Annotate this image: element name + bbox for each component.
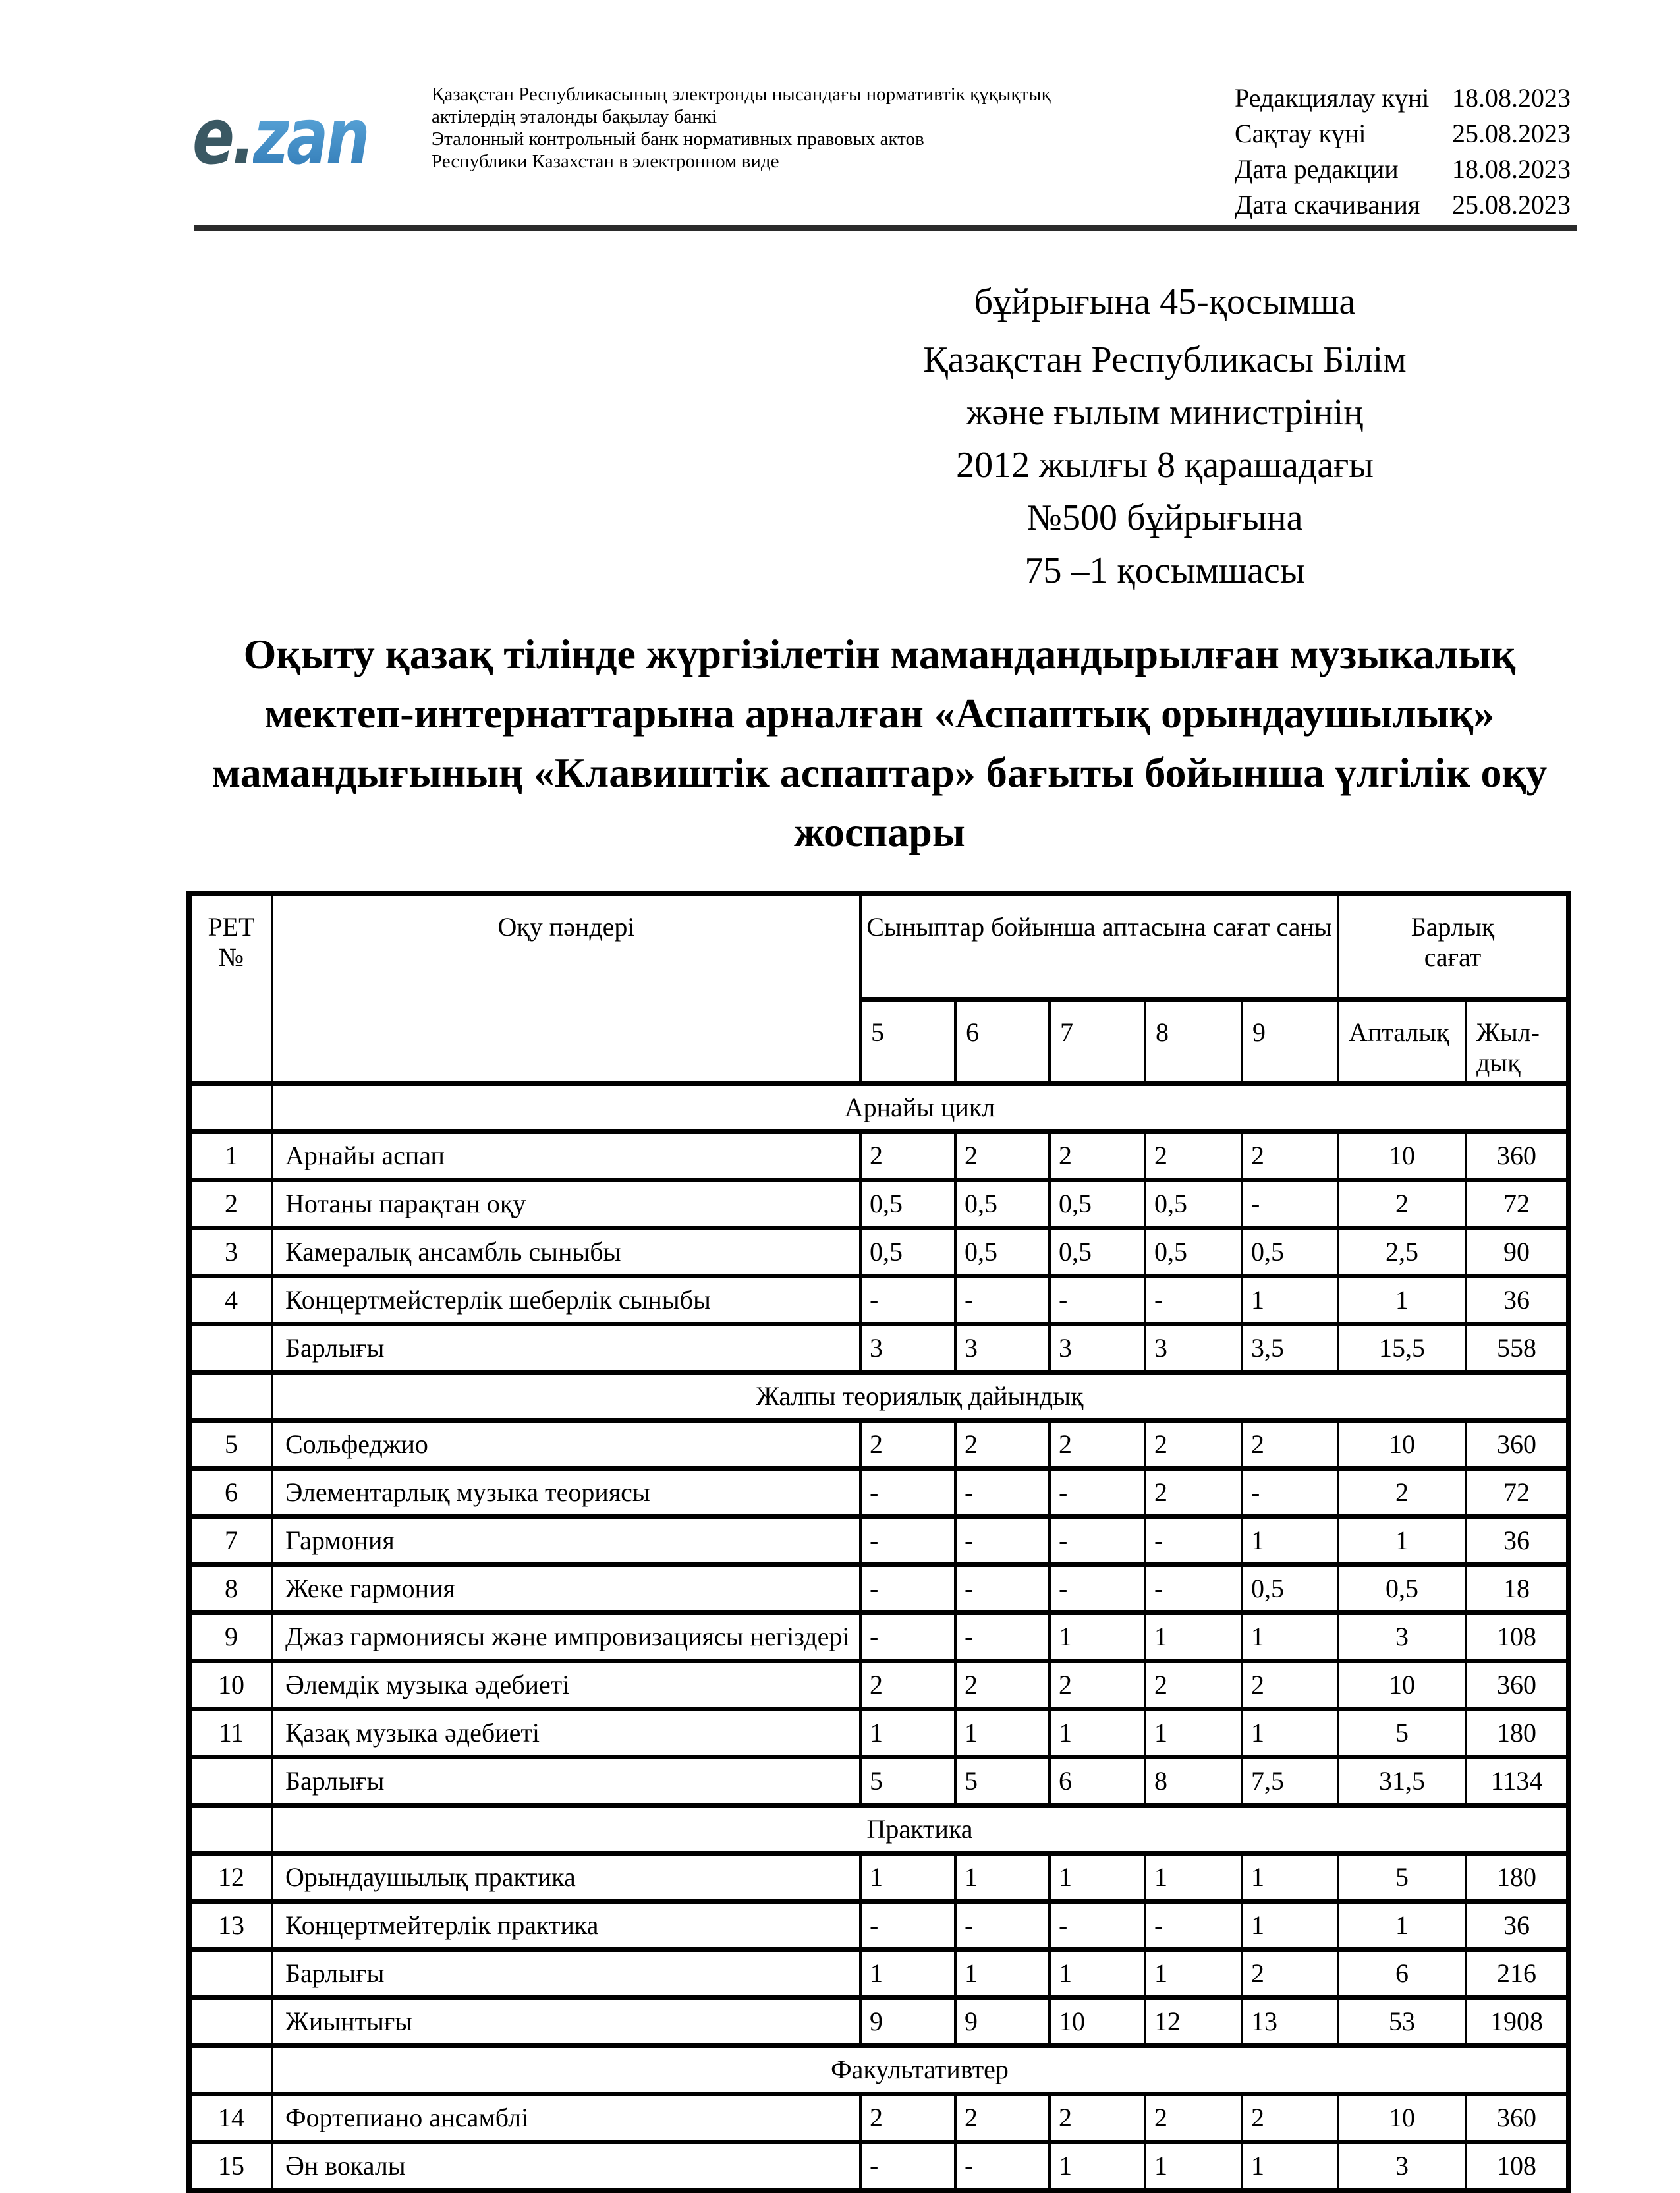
cell-hours-7: 2 bbox=[1050, 1421, 1145, 1469]
cell-num: 3 bbox=[189, 1228, 272, 1276]
cell-hours-7: 1 bbox=[1050, 1709, 1145, 1757]
cell-num: 10 bbox=[189, 1661, 272, 1709]
cell-weekly: 2,5 bbox=[1338, 1228, 1466, 1276]
cell-hours-5: 2 bbox=[860, 1661, 955, 1709]
org-line: актілердің эталонды бақылау банкі bbox=[432, 106, 717, 127]
cell-weekly: 0,5 bbox=[1338, 1565, 1466, 1613]
section-label: Факультативтер bbox=[272, 2046, 1569, 2094]
cell-yearly: 36 bbox=[1466, 1517, 1569, 1565]
header-divider bbox=[194, 225, 1577, 231]
page-title bbox=[188, 625, 1571, 862]
cell-weekly: 31,5 bbox=[1338, 1757, 1466, 1806]
table-row bbox=[189, 1757, 1569, 1806]
appendix-line: және ғылым министрінің bbox=[966, 392, 1364, 433]
cell-yearly: 360 bbox=[1466, 1661, 1569, 1709]
header-yearly-line2: дық bbox=[1476, 1048, 1521, 1077]
cell-hours-9: 1 bbox=[1242, 1902, 1338, 1950]
cell-hours-5: - bbox=[860, 2142, 955, 2191]
cell-hours-5: 0,5 bbox=[860, 1228, 955, 1276]
org-description bbox=[432, 83, 1216, 173]
appendix-line: №500 бұйрығына bbox=[1026, 498, 1303, 538]
cell-hours-6: 1 bbox=[955, 1854, 1050, 1902]
table-row bbox=[189, 1902, 1569, 1950]
cell-hours-6: 1 bbox=[955, 1950, 1050, 1998]
cell-hours-8: 1 bbox=[1145, 1950, 1242, 1998]
cell-weekly: 3 bbox=[1338, 1613, 1466, 1661]
cell-subject: Фортепиано ансамблі bbox=[272, 2094, 860, 2142]
cell-hours-7: 1 bbox=[1050, 2142, 1145, 2191]
cell-weekly: 1 bbox=[1338, 1276, 1466, 1324]
cell-yearly: 108 bbox=[1466, 1613, 1569, 1661]
cell-subject: Концертмейтерлік практика bbox=[272, 1902, 860, 1950]
table-row bbox=[189, 1469, 1569, 1517]
table-row bbox=[189, 1854, 1569, 1902]
cell-hours-7: - bbox=[1050, 1902, 1145, 1950]
cell-hours-7: 10 bbox=[1050, 1998, 1145, 2046]
cell-hours-9: - bbox=[1242, 1469, 1338, 1517]
table-row bbox=[189, 1421, 1569, 1469]
org-line: Қазақстан Республикасының электронды нысандағы нормативтік құқықтық bbox=[432, 84, 1051, 105]
header-class-6: 6 bbox=[955, 1000, 1050, 1084]
cell-hours-7: 6 bbox=[1050, 1757, 1145, 1806]
cell-hours-7: 0,5 bbox=[1050, 1180, 1145, 1228]
cell-num: 9 bbox=[189, 1613, 272, 1661]
date-label: Редакциялау күні bbox=[1235, 83, 1430, 113]
cell-hours-6: - bbox=[955, 1902, 1050, 1950]
cell-weekly: 5 bbox=[1338, 1709, 1466, 1757]
cell-hours-5: - bbox=[860, 1276, 955, 1324]
cell-hours-9: 2 bbox=[1242, 1661, 1338, 1709]
cell-hours-7: 1 bbox=[1050, 1613, 1145, 1661]
cell-subject: Ән вокалы bbox=[272, 2142, 860, 2191]
cell-yearly: 180 bbox=[1466, 1709, 1569, 1757]
cell-hours-6: - bbox=[955, 1565, 1050, 1613]
cell-hours-9: 1 bbox=[1242, 1613, 1338, 1661]
cell-hours-8: 1 bbox=[1145, 1613, 1242, 1661]
cell-hours-5: 2 bbox=[860, 1132, 955, 1180]
table-row bbox=[189, 2142, 1569, 2191]
cell-hours-5: 5 bbox=[860, 1757, 955, 1806]
cell-hours-8: 12 bbox=[1145, 1998, 1242, 2046]
appendix-line: бұйрығына 45-қосымша bbox=[974, 281, 1356, 322]
cell-hours-8: 2 bbox=[1145, 1132, 1242, 1180]
cell-hours-8: 3 bbox=[1145, 1324, 1242, 1373]
cell-subject: Арнайы аспап bbox=[272, 1132, 860, 1180]
cell-hours-5: - bbox=[860, 1565, 955, 1613]
cell-num bbox=[189, 1950, 272, 1998]
cell-num: 1 bbox=[189, 1132, 272, 1180]
curriculum-table bbox=[186, 891, 1571, 2193]
table-header-row bbox=[189, 894, 1569, 1000]
cell-hours-5: - bbox=[860, 1517, 955, 1565]
ezan-logo bbox=[192, 91, 368, 182]
cell-hours-8: 1 bbox=[1145, 1709, 1242, 1757]
cell-subject: Концертмейстерлік шеберлік сыныбы bbox=[272, 1276, 860, 1324]
cell-num bbox=[189, 2046, 272, 2094]
date-row bbox=[1235, 116, 1571, 152]
cell-subject: Жеке гармония bbox=[272, 1565, 860, 1613]
cell-num: 12 bbox=[189, 1854, 272, 1902]
section-label: Арнайы цикл bbox=[272, 1084, 1569, 1132]
date-row bbox=[1235, 187, 1571, 223]
cell-hours-8: 2 bbox=[1145, 1421, 1242, 1469]
cell-hours-9: 1 bbox=[1242, 1276, 1338, 1324]
cell-subject: Джаз гармониясы және импровизациясы негіздері bbox=[272, 1613, 860, 1661]
cell-subject: Барлығы bbox=[272, 1324, 860, 1373]
cell-weekly: 10 bbox=[1338, 1421, 1466, 1469]
date-row bbox=[1235, 80, 1571, 116]
cell-hours-9: - bbox=[1242, 1180, 1338, 1228]
header-class-8: 8 bbox=[1145, 1000, 1242, 1084]
cell-hours-7: 3 bbox=[1050, 1324, 1145, 1373]
date-label: Дата редакции bbox=[1235, 154, 1399, 184]
cell-yearly: 1908 bbox=[1466, 1998, 1569, 2046]
cell-hours-9: 1 bbox=[1242, 2142, 1338, 2191]
cell-yearly: 36 bbox=[1466, 1902, 1569, 1950]
cell-hours-6: 0,5 bbox=[955, 1228, 1050, 1276]
cell-hours-6: 3 bbox=[955, 1324, 1050, 1373]
cell-hours-5: - bbox=[860, 1613, 955, 1661]
cell-hours-5: - bbox=[860, 1902, 955, 1950]
cell-weekly: 10 bbox=[1338, 2094, 1466, 2142]
cell-hours-9: 7,5 bbox=[1242, 1757, 1338, 1806]
table-row bbox=[189, 1517, 1569, 1565]
header-total-hours bbox=[1338, 894, 1569, 1000]
section-row bbox=[189, 1373, 1569, 1421]
cell-subject: Нотаны парақтан оқу bbox=[272, 1180, 860, 1228]
org-line: Эталонный контрольный банк нормативных правовых актов bbox=[432, 128, 924, 150]
cell-hours-5: 3 bbox=[860, 1324, 955, 1373]
cell-hours-6: 1 bbox=[955, 1709, 1050, 1757]
cell-hours-8: 1 bbox=[1145, 1854, 1242, 1902]
title-line: Оқыту қазақ тілінде жүргізілетін мамандандырылған музыкалық bbox=[243, 631, 1516, 677]
header-total-line2: сағат bbox=[1424, 942, 1482, 972]
table-row bbox=[189, 1132, 1569, 1180]
date-label: Сақтау күні bbox=[1235, 119, 1366, 148]
header-hours-by-class: Сыныптар бойынша аптасына сағат саны bbox=[860, 894, 1338, 1000]
cell-num bbox=[189, 1324, 272, 1373]
cell-hours-7: 2 bbox=[1050, 1661, 1145, 1709]
appendix-block bbox=[868, 275, 1461, 597]
cell-yearly: 1134 bbox=[1466, 1757, 1569, 1806]
cell-yearly: 90 bbox=[1466, 1228, 1569, 1276]
cell-num: 15 bbox=[189, 2142, 272, 2191]
table-row bbox=[189, 1180, 1569, 1228]
cell-weekly: 53 bbox=[1338, 1998, 1466, 2046]
cell-hours-6: 2 bbox=[955, 1421, 1050, 1469]
table-row bbox=[189, 1950, 1569, 1998]
cell-hours-5: 1 bbox=[860, 1854, 955, 1902]
table-row bbox=[189, 1324, 1569, 1373]
cell-subject: Камералық ансамбль сыныбы bbox=[272, 1228, 860, 1276]
cell-weekly: 15,5 bbox=[1338, 1324, 1466, 1373]
cell-hours-6: 5 bbox=[955, 1757, 1050, 1806]
header-yearly bbox=[1466, 1000, 1569, 1084]
cell-hours-6: 0,5 bbox=[955, 1180, 1050, 1228]
cell-num: 11 bbox=[189, 1709, 272, 1757]
cell-yearly: 18 bbox=[1466, 1565, 1569, 1613]
cell-hours-8: 8 bbox=[1145, 1757, 1242, 1806]
logo-suffix: zan bbox=[252, 91, 368, 182]
cell-weekly: 5 bbox=[1338, 1854, 1466, 1902]
cell-hours-6: 2 bbox=[955, 1661, 1050, 1709]
cell-yearly: 72 bbox=[1466, 1180, 1569, 1228]
cell-yearly: 108 bbox=[1466, 2142, 1569, 2191]
header-ret-line1: РЕТ bbox=[208, 912, 255, 942]
cell-num: 13 bbox=[189, 1902, 272, 1950]
cell-yearly: 216 bbox=[1466, 1950, 1569, 1998]
cell-hours-9: 2 bbox=[1242, 2094, 1338, 2142]
cell-weekly: 2 bbox=[1338, 1469, 1466, 1517]
date-label: Дата скачивания bbox=[1235, 190, 1420, 219]
header-ret-line2: № bbox=[218, 942, 244, 972]
cell-hours-7: 2 bbox=[1050, 1132, 1145, 1180]
cell-hours-5: 9 bbox=[860, 1998, 955, 2046]
cell-hours-8: 0,5 bbox=[1145, 1180, 1242, 1228]
cell-num: 7 bbox=[189, 1517, 272, 1565]
cell-hours-7: 1 bbox=[1050, 1854, 1145, 1902]
org-line: Республики Казахстан в электронном виде bbox=[432, 151, 779, 172]
cell-subject: Жиынтығы bbox=[272, 1998, 860, 2046]
cell-subject: Барлығы bbox=[272, 1950, 860, 1998]
table-row bbox=[189, 1228, 1569, 1276]
cell-yearly: 360 bbox=[1466, 2094, 1569, 2142]
cell-hours-6: 9 bbox=[955, 1998, 1050, 2046]
section-row bbox=[189, 1084, 1569, 1132]
table-row bbox=[189, 1661, 1569, 1709]
cell-hours-9: 13 bbox=[1242, 1998, 1338, 2046]
cell-subject: Қазақ музыка әдебиеті bbox=[272, 1709, 860, 1757]
header-class-5: 5 bbox=[860, 1000, 955, 1084]
cell-hours-5: - bbox=[860, 1469, 955, 1517]
cell-hours-8: - bbox=[1145, 1517, 1242, 1565]
date-value: 25.08.2023 bbox=[1452, 119, 1571, 148]
date-info bbox=[1235, 80, 1571, 223]
cell-yearly: 72 bbox=[1466, 1469, 1569, 1517]
appendix-line: 75 –1 қосымшасы bbox=[1024, 550, 1305, 591]
cell-hours-8: 2 bbox=[1145, 1469, 1242, 1517]
appendix-line: 2012 жылғы 8 қарашадағы bbox=[956, 445, 1374, 486]
logo-prefix: e. bbox=[192, 91, 253, 182]
cell-hours-7: - bbox=[1050, 1517, 1145, 1565]
date-value: 18.08.2023 bbox=[1452, 154, 1571, 184]
cell-hours-8: 2 bbox=[1145, 1661, 1242, 1709]
cell-hours-5: 1 bbox=[860, 1709, 955, 1757]
date-row bbox=[1235, 152, 1571, 187]
cell-hours-9: 2 bbox=[1242, 1421, 1338, 1469]
cell-weekly: 1 bbox=[1338, 1517, 1466, 1565]
cell-hours-6: 2 bbox=[955, 2094, 1050, 2142]
cell-num bbox=[189, 1806, 272, 1854]
header-class-7: 7 bbox=[1050, 1000, 1145, 1084]
header-subjects: Оқу пәндері bbox=[272, 894, 860, 1084]
section-label: Практика bbox=[272, 1806, 1569, 1854]
table-row bbox=[189, 2094, 1569, 2142]
cell-hours-5: 2 bbox=[860, 1421, 955, 1469]
cell-hours-7: - bbox=[1050, 1565, 1145, 1613]
table-row bbox=[189, 1613, 1569, 1661]
cell-num: 5 bbox=[189, 1421, 272, 1469]
header-class-9: 9 bbox=[1242, 1000, 1338, 1084]
cell-yearly: 360 bbox=[1466, 1132, 1569, 1180]
appendix-line: Қазақстан Республикасы Білім bbox=[923, 339, 1407, 380]
table-row bbox=[189, 1276, 1569, 1324]
section-label: Жалпы теориялық дайындық bbox=[272, 1373, 1569, 1421]
title-line: мектеп-интернаттарына арналған «Аспаптық орындаушылық» bbox=[264, 690, 1495, 737]
cell-yearly: 36 bbox=[1466, 1276, 1569, 1324]
cell-subject: Барлығы bbox=[272, 1757, 860, 1806]
cell-subject: Элементарлық музыка теориясы bbox=[272, 1469, 860, 1517]
section-row bbox=[189, 1806, 1569, 1854]
title-line: жоспары bbox=[794, 809, 965, 855]
cell-hours-5: 0,5 bbox=[860, 1180, 955, 1228]
cell-hours-5: 1 bbox=[860, 1950, 955, 1998]
cell-hours-7: - bbox=[1050, 1276, 1145, 1324]
cell-hours-7: 1 bbox=[1050, 1950, 1145, 1998]
curriculum-table-body bbox=[189, 1084, 1569, 2191]
cell-hours-6: - bbox=[955, 1469, 1050, 1517]
cell-hours-9: 2 bbox=[1242, 1132, 1338, 1180]
cell-subject: Сольфеджио bbox=[272, 1421, 860, 1469]
cell-num: 8 bbox=[189, 1565, 272, 1613]
cell-hours-9: 1 bbox=[1242, 1854, 1338, 1902]
cell-weekly: 3 bbox=[1338, 2142, 1466, 2191]
header-weekly: Апталық bbox=[1338, 1000, 1466, 1084]
cell-yearly: 180 bbox=[1466, 1854, 1569, 1902]
cell-subject: Әлемдік музыка әдебиеті bbox=[272, 1661, 860, 1709]
section-row bbox=[189, 2046, 1569, 2094]
header-yearly-line1: Жыл- bbox=[1476, 1017, 1540, 1047]
cell-hours-6: - bbox=[955, 2142, 1050, 2191]
cell-hours-7: 0,5 bbox=[1050, 1228, 1145, 1276]
cell-hours-6: - bbox=[955, 1276, 1050, 1324]
cell-hours-6: - bbox=[955, 1517, 1050, 1565]
cell-hours-8: - bbox=[1145, 1902, 1242, 1950]
table-row bbox=[189, 1565, 1569, 1613]
cell-hours-7: - bbox=[1050, 1469, 1145, 1517]
cell-num: 14 bbox=[189, 2094, 272, 2142]
table-row bbox=[189, 1998, 1569, 2046]
cell-num: 4 bbox=[189, 1276, 272, 1324]
cell-hours-8: 2 bbox=[1145, 2094, 1242, 2142]
cell-num bbox=[189, 1373, 272, 1421]
cell-hours-8: - bbox=[1145, 1276, 1242, 1324]
cell-hours-9: 3,5 bbox=[1242, 1324, 1338, 1373]
table-row bbox=[189, 1709, 1569, 1757]
header-total-line1: Барлық bbox=[1411, 912, 1495, 942]
header-ret-no bbox=[189, 894, 272, 1084]
cell-num: 2 bbox=[189, 1180, 272, 1228]
title-line: мамандығының «Клавиштік аспаптар» бағыты бойынша үлгілік оқу bbox=[211, 749, 1548, 796]
cell-num bbox=[189, 1757, 272, 1806]
cell-hours-7: 2 bbox=[1050, 2094, 1145, 2142]
cell-weekly: 10 bbox=[1338, 1661, 1466, 1709]
cell-subject: Орындаушылық практика bbox=[272, 1854, 860, 1902]
cell-num: 6 bbox=[189, 1469, 272, 1517]
cell-yearly: 558 bbox=[1466, 1324, 1569, 1373]
cell-weekly: 10 bbox=[1338, 1132, 1466, 1180]
cell-hours-5: 2 bbox=[860, 2094, 955, 2142]
cell-hours-8: - bbox=[1145, 1565, 1242, 1613]
cell-hours-9: 1 bbox=[1242, 1709, 1338, 1757]
cell-num bbox=[189, 1084, 272, 1132]
cell-hours-9: 2 bbox=[1242, 1950, 1338, 1998]
cell-yearly: 360 bbox=[1466, 1421, 1569, 1469]
cell-hours-9: 0,5 bbox=[1242, 1228, 1338, 1276]
cell-hours-8: 1 bbox=[1145, 2142, 1242, 2191]
date-value: 25.08.2023 bbox=[1452, 190, 1571, 219]
cell-hours-9: 0,5 bbox=[1242, 1565, 1338, 1613]
cell-hours-6: 2 bbox=[955, 1132, 1050, 1180]
cell-num bbox=[189, 1998, 272, 2046]
cell-hours-9: 1 bbox=[1242, 1517, 1338, 1565]
cell-hours-8: 0,5 bbox=[1145, 1228, 1242, 1276]
cell-hours-6: - bbox=[955, 1613, 1050, 1661]
cell-subject: Гармония bbox=[272, 1517, 860, 1565]
cell-weekly: 6 bbox=[1338, 1950, 1466, 1998]
cell-weekly: 2 bbox=[1338, 1180, 1466, 1228]
date-value: 18.08.2023 bbox=[1452, 83, 1571, 113]
cell-weekly: 1 bbox=[1338, 1902, 1466, 1950]
